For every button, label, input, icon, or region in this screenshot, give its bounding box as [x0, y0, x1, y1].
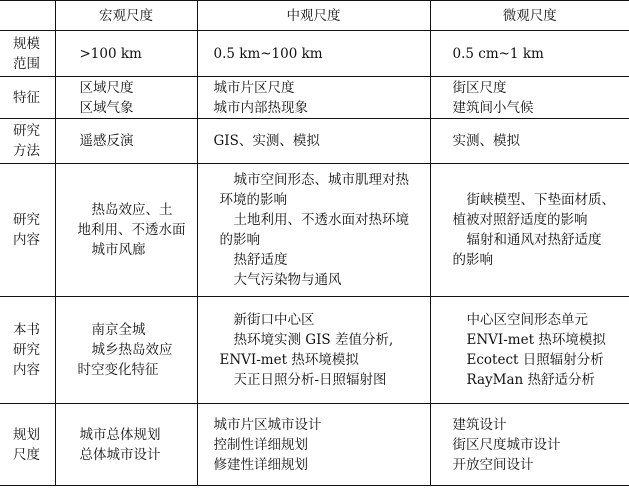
cell-line: >100 km [79, 45, 142, 62]
header-cell-empty [0, 1, 55, 31]
cell-line: 大气污染物与通风 [233, 272, 342, 288]
cell-line: 0.5 km~100 km [213, 45, 323, 62]
row-label-line: 方法 [13, 143, 40, 159]
micro-cell [430, 164, 629, 297]
row-label-scope [0, 31, 55, 77]
meso-cell [197, 164, 430, 297]
cell-line: 实测、模拟 [452, 133, 520, 149]
row-label-line: 本书 [13, 322, 40, 338]
meso-cell [197, 31, 430, 77]
macro-cell [55, 31, 197, 77]
cell-line: 的影响 [219, 232, 260, 248]
cell-line: 的影响 [452, 252, 493, 268]
cell-line: 街峡模型、下垫面材质、 [466, 192, 615, 208]
table-row [0, 77, 629, 119]
cell-line: 时空变化特征 [77, 362, 159, 378]
cell-line: 控制性详细规划 [213, 436, 308, 453]
table-row [0, 297, 629, 404]
meso-cell [197, 77, 430, 119]
cell-line: 地利用、不透水面 [77, 222, 186, 238]
cell-line: ENVI-met 热环境模拟 [219, 352, 359, 368]
cell-line: 城市总体规划 [79, 426, 161, 443]
cell-line: 0.5 cm~1 km [452, 45, 544, 62]
cell-line: 区域气象 [79, 99, 134, 116]
header-micro-scale: 微观尺度 [430, 1, 629, 31]
cell-line: 遥感反演 [79, 133, 134, 149]
cell-line: 街区尺度 [452, 79, 507, 96]
row-label-content [0, 164, 55, 297]
cell-line: 开放空间设计 [452, 456, 534, 473]
cell-line: 总体城市设计 [79, 446, 161, 463]
micro-cell [430, 297, 629, 404]
cell-line: 辐射和通风对热舒适度 [466, 232, 602, 248]
table-row [0, 164, 629, 297]
row-label-line: 尺度 [13, 446, 40, 463]
cell-line: 中心区空间形态单元 [466, 312, 588, 328]
row-label-line: 研究 [13, 212, 40, 228]
row-label-line: 研究 [13, 342, 40, 358]
cell-line: 环境的影响 [219, 192, 287, 208]
cell-line: 区域尺度 [79, 79, 134, 96]
row-label-line: 内容 [13, 362, 40, 378]
meso-cell [197, 404, 430, 486]
row-label-line: 范围 [13, 55, 40, 72]
table-row [0, 31, 629, 77]
row-label-line: 研究 [13, 123, 40, 139]
row-label-book-content [0, 297, 55, 404]
macro-cell [55, 77, 197, 119]
cell-line: 修建性详细规划 [213, 456, 308, 473]
cell-line: 新街口中心区 [233, 312, 315, 328]
cell-line: 植被对照舒适度的影响 [452, 212, 588, 228]
header-meso-scale: 中观尺度 [197, 1, 430, 31]
row-label-methods [0, 119, 55, 164]
micro-cell [430, 31, 629, 77]
cell-line: Ecotect 日照辐射分析 [466, 352, 604, 368]
cell-line: 热舒适度 [233, 252, 288, 268]
cell-line: 城市片区尺度 [213, 79, 295, 96]
table-row [0, 119, 629, 164]
cell-line: 建筑设计 [452, 416, 507, 433]
row-label-line: 规划 [13, 426, 40, 443]
cell-line: 城市内部热现象 [213, 99, 308, 116]
macro-cell [55, 404, 197, 486]
macro-cell [55, 164, 197, 297]
cell-line: RayMan 热舒适分析 [466, 372, 596, 388]
micro-cell [430, 77, 629, 119]
table-row [0, 404, 629, 486]
macro-cell [55, 297, 197, 404]
cell-line: 城市风廊 [91, 242, 146, 258]
row-label-planning [0, 404, 55, 486]
macro-cell [55, 119, 197, 164]
cell-line: 建筑间小气候 [452, 99, 534, 116]
cell-line: 热岛效应、土 [91, 202, 173, 218]
cell-line: ENVI-met 热环境模拟 [466, 332, 606, 348]
cell-line: 热环境实测 GIS 差值分析, [233, 332, 394, 348]
cell-line: 天正日照分析-日照辐射图 [233, 372, 387, 388]
header-macro-scale: 宏观尺度 [55, 1, 197, 31]
cell-line: 街区尺度城市设计 [452, 436, 561, 453]
cell-line: 南京全城 [91, 322, 146, 338]
cell-line: 城市空间形态、城市肌理对热 [233, 172, 409, 188]
row-label-features [0, 77, 55, 119]
micro-cell [430, 119, 629, 164]
cell-line: 土地利用、不透水面对热环境 [233, 212, 409, 228]
row-label-line: 特征 [13, 89, 40, 106]
micro-cell [430, 404, 629, 486]
cell-line: 城乡热岛效应 [91, 342, 173, 358]
cell-line: 城市片区城市设计 [213, 416, 322, 433]
row-label-line: 规模 [13, 35, 40, 52]
meso-cell [197, 297, 430, 404]
cell-line: GIS、实测、模拟 [213, 133, 320, 149]
table-header-row [0, 1, 629, 31]
row-label-line: 内容 [13, 232, 40, 248]
meso-cell [197, 119, 430, 164]
